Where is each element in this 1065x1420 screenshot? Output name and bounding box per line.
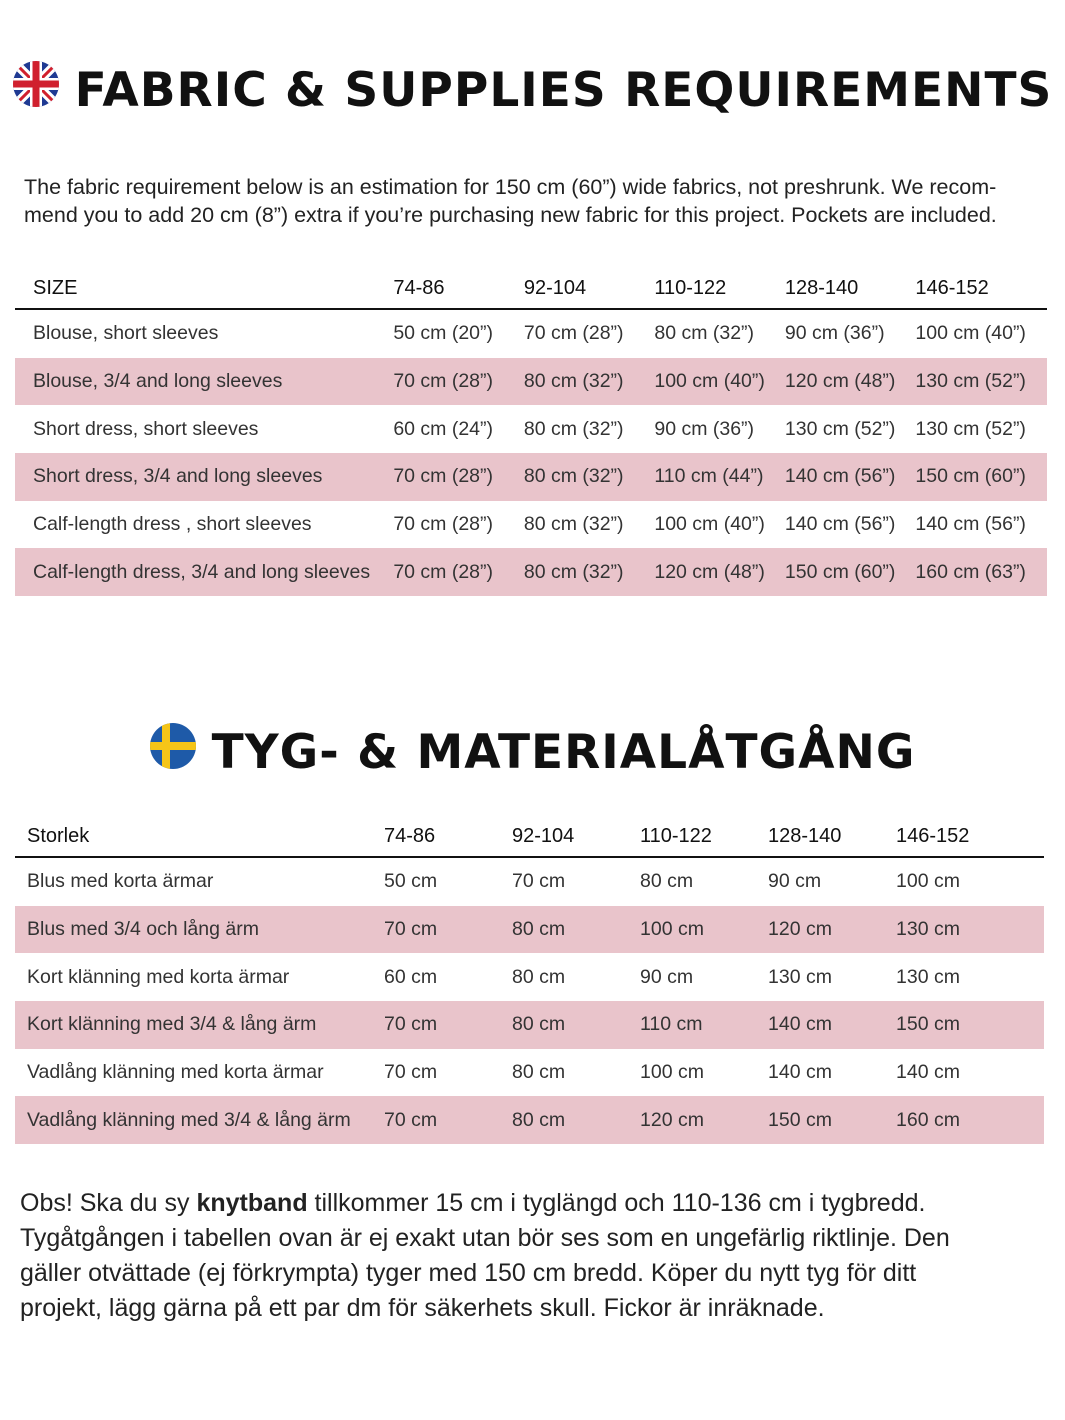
table-cell: 100 cm (40”) — [654, 358, 785, 406]
table-cell: 70 cm — [384, 1096, 512, 1144]
sv-title: TYG- & MATERIALÅTGÅNG — [211, 724, 916, 780]
table-cell: 70 cm (28”) — [523, 322, 624, 345]
table-row — [15, 548, 1047, 596]
table-cell: 130 cm — [896, 965, 960, 988]
table-cell: 50 cm (20”) — [393, 322, 494, 345]
header-col: 74-86 — [393, 276, 445, 299]
row-label: Short dress, short sleeves — [33, 417, 259, 440]
table-cell: 60 cm (24”) — [393, 417, 494, 440]
table-cell: 70 cm (28”) — [393, 513, 494, 536]
table-cell: 120 cm — [640, 1096, 768, 1144]
row-label: Kort klänning med 3/4 & lång ärm — [15, 1001, 384, 1049]
en-intro-line: The fabric requirement below is an estimation for 150 cm (60”) wide fabrics, not preshrunk. We recom- — [24, 175, 997, 199]
table-row — [15, 453, 1047, 501]
table-cell: 150 cm (60”) — [785, 548, 916, 596]
row-label: Short dress, 3/4 and long sleeves — [15, 453, 393, 501]
table-cell: 120 cm — [768, 906, 896, 954]
row-label: Calf-length dress, 3/4 and long sleeves — [15, 548, 393, 596]
table-cell: 70 cm — [384, 1061, 438, 1084]
table-cell: 80 cm (32”) — [654, 322, 755, 345]
table-cell: 160 cm — [896, 1096, 1044, 1144]
table-cell: 90 cm (36”) — [784, 322, 885, 345]
header-col: 110-122 — [640, 824, 712, 847]
table-cell: 140 cm — [768, 1001, 896, 1049]
header-col: 92-104 — [512, 824, 575, 847]
header-size: SIZE — [33, 276, 78, 299]
header-col: 128-140 — [784, 276, 859, 299]
row-label: Blouse, short sleeves — [33, 322, 219, 345]
table-cell: 90 cm (36”) — [654, 417, 755, 440]
table-cell: 130 cm (52”) — [915, 417, 1026, 440]
table-cell: 150 cm — [768, 1096, 896, 1144]
table-row — [15, 358, 1047, 406]
en-title: FABRIC & SUPPLIES REQUIREMENTS — [74, 62, 1053, 118]
table-cell: 60 cm — [384, 965, 438, 988]
table-row — [15, 405, 1047, 453]
table-cell: 70 cm — [512, 870, 566, 893]
en-heading — [0, 58, 1065, 122]
table-cell: 70 cm — [384, 1001, 512, 1049]
table-header-row — [15, 268, 1047, 309]
sweden-flag-icon — [150, 723, 196, 781]
note-line — [20, 1186, 1050, 1221]
table-cell: 130 cm (52”) — [915, 358, 1047, 406]
en-intro — [24, 173, 1049, 229]
sv-note — [20, 1186, 1050, 1326]
note-prefix: Obs! Ska du sy — [20, 1189, 197, 1217]
table-cell: 80 cm (32”) — [523, 417, 624, 440]
table-cell: 140 cm — [768, 1061, 832, 1084]
table-cell: 50 cm — [384, 870, 438, 893]
row-label: Kort klänning med korta ärmar — [27, 965, 290, 988]
table-cell: 140 cm (56”) — [785, 453, 916, 501]
sv-heading — [0, 720, 1065, 784]
table-cell: 80 cm (32”) — [523, 513, 624, 536]
table-cell: 80 cm — [640, 870, 694, 893]
header-col: 146-152 — [896, 824, 970, 847]
table-row — [15, 1096, 1044, 1144]
table-row — [15, 906, 1044, 954]
table-row — [15, 953, 1044, 1001]
table-cell: 80 cm — [512, 1001, 640, 1049]
row-label: Blouse, 3/4 and long sleeves — [15, 358, 393, 406]
row-label: Vadlång klänning med korta ärmar — [27, 1061, 324, 1084]
table-row — [15, 501, 1047, 549]
table-cell: 100 cm (40”) — [915, 322, 1026, 345]
note-line1-rest: tillkommer 15 cm i tyglängd och 110-136 cm i tygbredd. — [307, 1189, 926, 1217]
table-cell: 140 cm (56”) — [915, 513, 1026, 536]
note-line: projekt, lägg gärna på ett par dm för säkerhets skull. Fickor är inräknade. — [20, 1294, 825, 1322]
row-label: Blus med 3/4 och lång ärm — [15, 906, 384, 954]
table-cell: 80 cm — [512, 1061, 566, 1084]
table-cell: 100 cm — [896, 870, 960, 893]
table-cell: 150 cm — [896, 1001, 1044, 1049]
table-cell: 130 cm — [768, 965, 832, 988]
note-bold: knytband — [196, 1189, 308, 1217]
header-storlek: Storlek — [27, 824, 90, 847]
table-cell: 100 cm (40”) — [654, 513, 765, 536]
table-cell: 70 cm — [384, 906, 512, 954]
table-cell: 100 cm — [640, 1061, 704, 1084]
table-cell: 80 cm (32”) — [524, 548, 655, 596]
row-label: Calf-length dress , short sleeves — [33, 513, 312, 536]
en-intro-line: mend you to add 20 cm (8”) extra if you’re purchasing new fabric for this project. Pockets are included. — [24, 203, 997, 227]
header-col: 92-104 — [523, 276, 587, 299]
table-cell: 90 cm — [640, 965, 694, 988]
en-fabric-table — [15, 268, 1047, 596]
table-cell: 70 cm (28”) — [393, 548, 524, 596]
table-cell: 70 cm (28”) — [393, 358, 524, 406]
table-cell: 80 cm — [512, 1096, 640, 1144]
table-cell: 130 cm (52”) — [784, 417, 896, 440]
table-cell: 120 cm (48”) — [654, 548, 785, 596]
table-row — [15, 1001, 1044, 1049]
table-header-row — [15, 816, 1044, 857]
table-cell: 140 cm — [896, 1061, 960, 1084]
table-cell: 80 cm (32”) — [524, 453, 655, 501]
header-col: 146-152 — [915, 276, 989, 299]
table-cell: 120 cm (48”) — [785, 358, 916, 406]
table-row — [15, 857, 1044, 906]
header-col: 74-86 — [384, 824, 436, 847]
header-col: 110-122 — [654, 276, 727, 299]
header-col: 128-140 — [768, 824, 842, 847]
table-cell: 150 cm (60”) — [915, 453, 1047, 501]
table-cell: 130 cm — [896, 906, 1044, 954]
table-cell: 90 cm — [768, 870, 822, 893]
table-cell: 80 cm — [512, 906, 640, 954]
sv-fabric-table — [15, 816, 1044, 1144]
uk-flag-icon — [13, 61, 59, 119]
table-cell: 80 cm — [512, 965, 566, 988]
note-line: Tygåtgången i tabellen ovan är ej exakt utan bör ses som en ungefärlig riktlinje. Den — [20, 1224, 950, 1252]
table-cell: 80 cm (32”) — [524, 358, 655, 406]
table-cell: 160 cm (63”) — [915, 548, 1047, 596]
row-label: Blus med korta ärmar — [27, 870, 214, 893]
table-cell: 110 cm — [640, 1001, 768, 1049]
table-cell: 140 cm (56”) — [784, 513, 896, 536]
row-label: Vadlång klänning med 3/4 & lång ärm — [15, 1096, 384, 1144]
note-line: gäller otvättade (ej förkrympta) tyger med 150 cm bredd. Köper du nytt tyg för ditt — [20, 1259, 917, 1287]
table-cell: 110 cm (44”) — [654, 453, 785, 501]
table-cell: 70 cm (28”) — [393, 453, 524, 501]
table-row — [15, 309, 1047, 358]
table-cell: 100 cm — [640, 906, 768, 954]
table-row — [15, 1049, 1044, 1097]
